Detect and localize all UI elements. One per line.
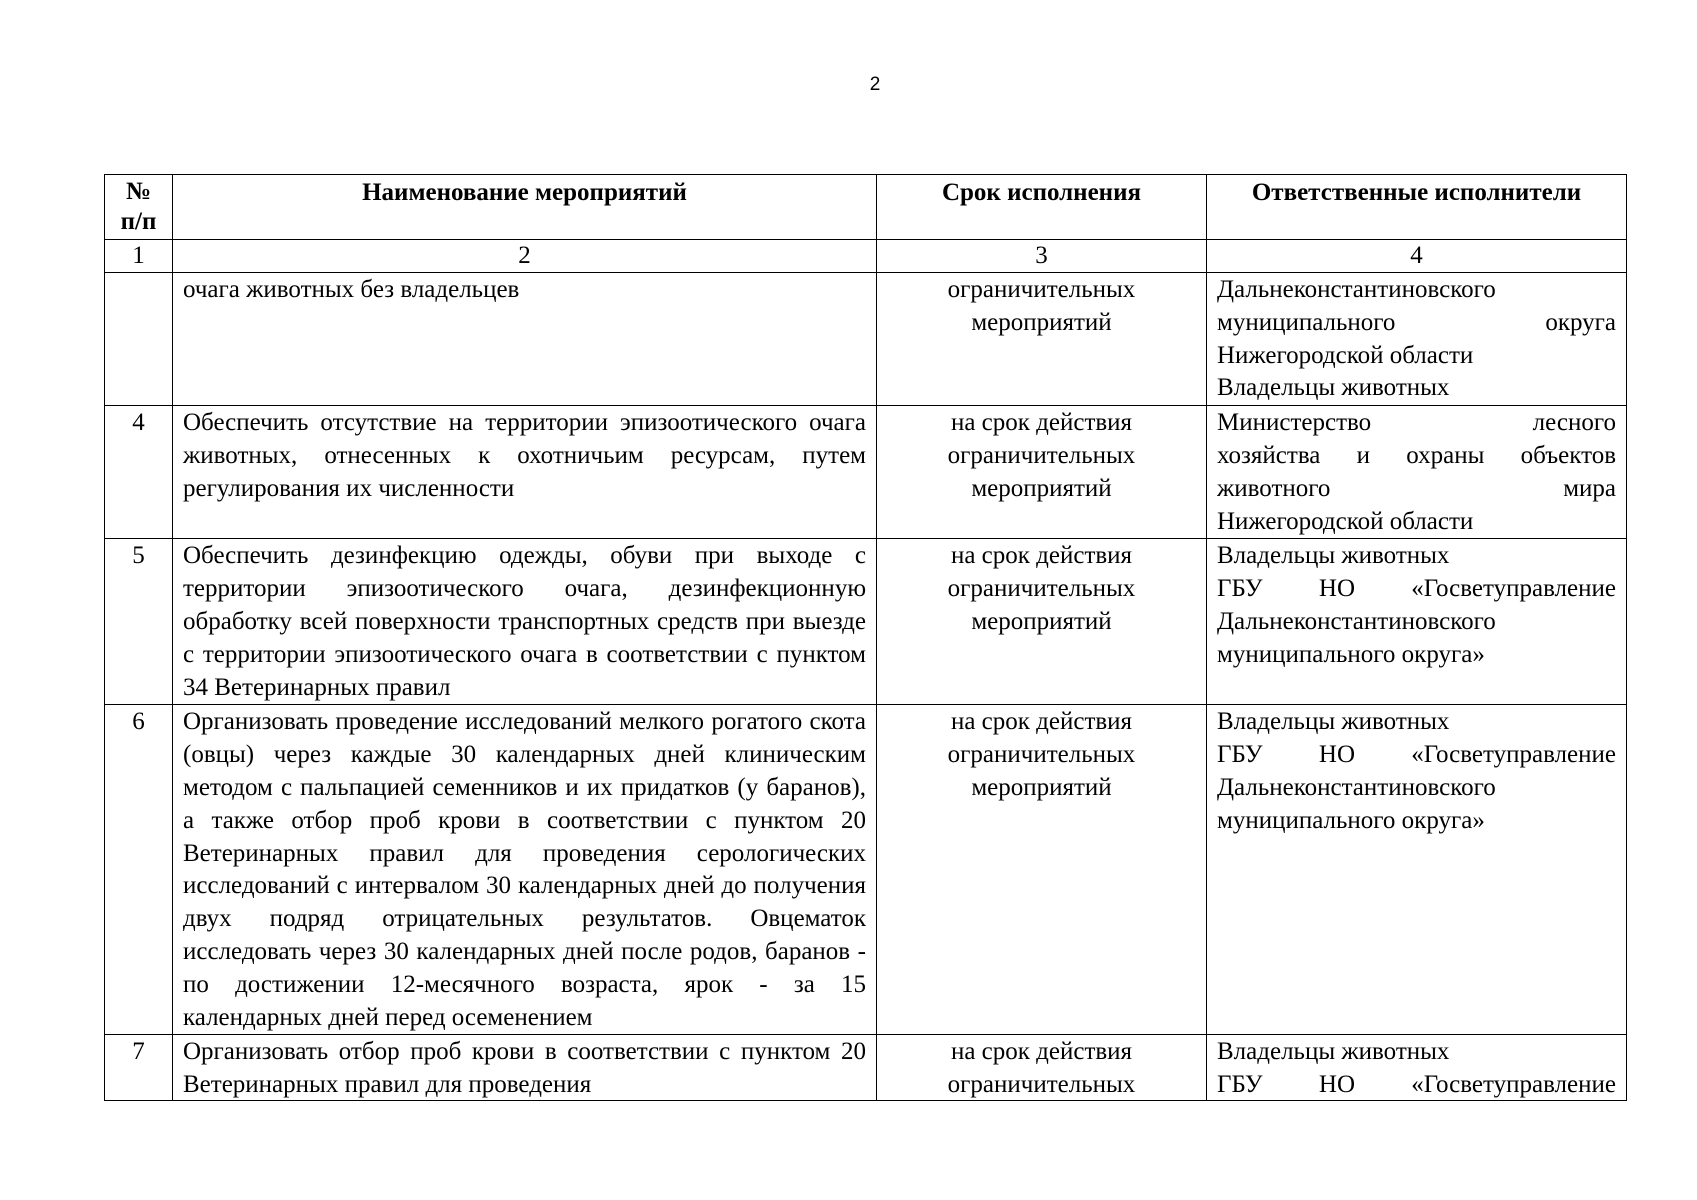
cell-content xyxy=(887,1036,1196,1100)
measures-table xyxy=(104,174,1627,1101)
header-number: № п/п xyxy=(105,175,173,240)
deadline-line: мероприятий xyxy=(971,474,1112,502)
responsible-line: ГБУ НО «Госветуправление xyxy=(1217,1071,1616,1099)
deadline-line: мероприятий xyxy=(971,773,1112,801)
responsible-line: Дальнеконстантиновского xyxy=(1217,773,1496,801)
table-row xyxy=(105,1035,1627,1101)
deadline-line: ограничительных xyxy=(947,741,1136,769)
responsible-line: Владельцы животных xyxy=(1217,1038,1450,1066)
responsible-line: Владельцы животных xyxy=(1217,542,1450,570)
responsible-line: муниципального округа» xyxy=(1217,806,1485,834)
deadline-cell xyxy=(877,273,1207,406)
responsible-line: муниципального округа xyxy=(1217,308,1616,336)
action-description-text: Организовать отбор проб крови в соответствии с пунктом 20 Ветеринарных правил для проведения xyxy=(183,1038,866,1099)
deadline-line: на срок действия xyxy=(950,409,1133,437)
action-description: Организовать проведение исследований мелкого рогатого скота (овцы) через каждые 30 календарных дней клиническим методом с пальпацией семенников и их придатков (у баранов), а также отбор проб крови в соответствии с пунктом 20 Ветеринарных правил для проведения серологических исследований с интервалом 30 календарных дней до получения двух подряд отрицательных результатов. Овцематок исследовать через 30 календарных дней после родов, баранов - по достижении 12-месячного возраста, ярок - за 15 календарных дней перед осеменением xyxy=(173,705,877,1035)
header-row xyxy=(105,175,1627,240)
responsible-line: Владельцы животных xyxy=(1217,374,1450,402)
deadline-cell xyxy=(877,406,1207,539)
column-index-cell: 3 xyxy=(877,240,1207,273)
page-number: 2 xyxy=(869,74,881,95)
action-description: Обеспечить дезинфекцию одежды, обуви при выходе с территории эпизоотического очага, дезинфекционную обработку всей поверхности транспортных средств при выезде с территории эпизоотического очага в соответствии с пунктом 34 Ветеринарных правил xyxy=(173,539,877,705)
deadline-line: мероприятий xyxy=(971,607,1112,635)
header-deadline: Срок исполнения xyxy=(877,175,1207,240)
responsible-cell xyxy=(1207,539,1627,705)
deadline-line: ограничительных xyxy=(947,1071,1136,1099)
table-row xyxy=(105,406,1627,539)
deadline-line: ограничительных xyxy=(947,575,1136,603)
table-body xyxy=(105,273,1627,1101)
action-description: Обеспечить отсутствие на территории эпизоотического очага животных, отнесенных к охотничьим ресурсам, путем регулирования их численности xyxy=(173,406,877,539)
responsible-line: муниципального округа» xyxy=(1217,640,1485,668)
responsible-cell xyxy=(1207,273,1627,406)
table-row xyxy=(105,273,1627,406)
responsible-line: Нижегородской области xyxy=(1217,507,1474,535)
responsible-line: хозяйства и охраны объектов xyxy=(1217,441,1616,469)
column-index-cell: 1 xyxy=(105,240,173,273)
responsible-line: ГБУ НО «Госветуправление xyxy=(1217,575,1616,603)
row-number: 5 xyxy=(105,539,173,705)
column-index-row xyxy=(105,240,1627,273)
responsible-line: Владельцы животных xyxy=(1217,708,1450,736)
responsible-cell xyxy=(1207,705,1627,1035)
responsible-line: Дальнеконстантиновского xyxy=(1217,276,1496,303)
column-index-cell: 4 xyxy=(1207,240,1627,273)
header-action-name: Наименование мероприятий xyxy=(173,175,877,240)
cell-content xyxy=(1217,1036,1616,1100)
responsible-cell xyxy=(1207,1035,1627,1101)
deadline-line: ограничительных xyxy=(947,441,1136,469)
deadline-cell xyxy=(877,539,1207,705)
deadline-line: на срок действия xyxy=(950,708,1133,736)
deadline-cell xyxy=(877,1035,1207,1101)
responsible-line: Министерство лесного xyxy=(1217,409,1616,437)
action-description xyxy=(173,1035,877,1101)
row-number: 4 xyxy=(105,406,173,539)
column-index-cell: 2 xyxy=(173,240,877,273)
deadline-line: на срок действия xyxy=(950,542,1133,570)
action-description: очага животных без владельцев xyxy=(173,273,877,406)
responsible-line: Дальнеконстантиновского xyxy=(1217,607,1496,635)
responsible-line: ГБУ НО «Госветуправление xyxy=(1217,741,1616,769)
table-row xyxy=(105,705,1627,1035)
deadline-line: ограничительных xyxy=(947,276,1136,303)
deadline-line: на срок действия xyxy=(950,1038,1133,1066)
deadline-line: мероприятий xyxy=(971,308,1112,336)
row-number xyxy=(105,273,173,406)
responsible-cell xyxy=(1207,406,1627,539)
responsible-line: животного мира xyxy=(1217,474,1616,502)
deadline-cell xyxy=(877,705,1207,1035)
table-row xyxy=(105,539,1627,705)
header-responsible: Ответственные исполнители xyxy=(1207,175,1627,240)
row-number: 6 xyxy=(105,705,173,1035)
row-number: 7 xyxy=(105,1035,173,1101)
responsible-line: Нижегородской области xyxy=(1217,341,1474,369)
